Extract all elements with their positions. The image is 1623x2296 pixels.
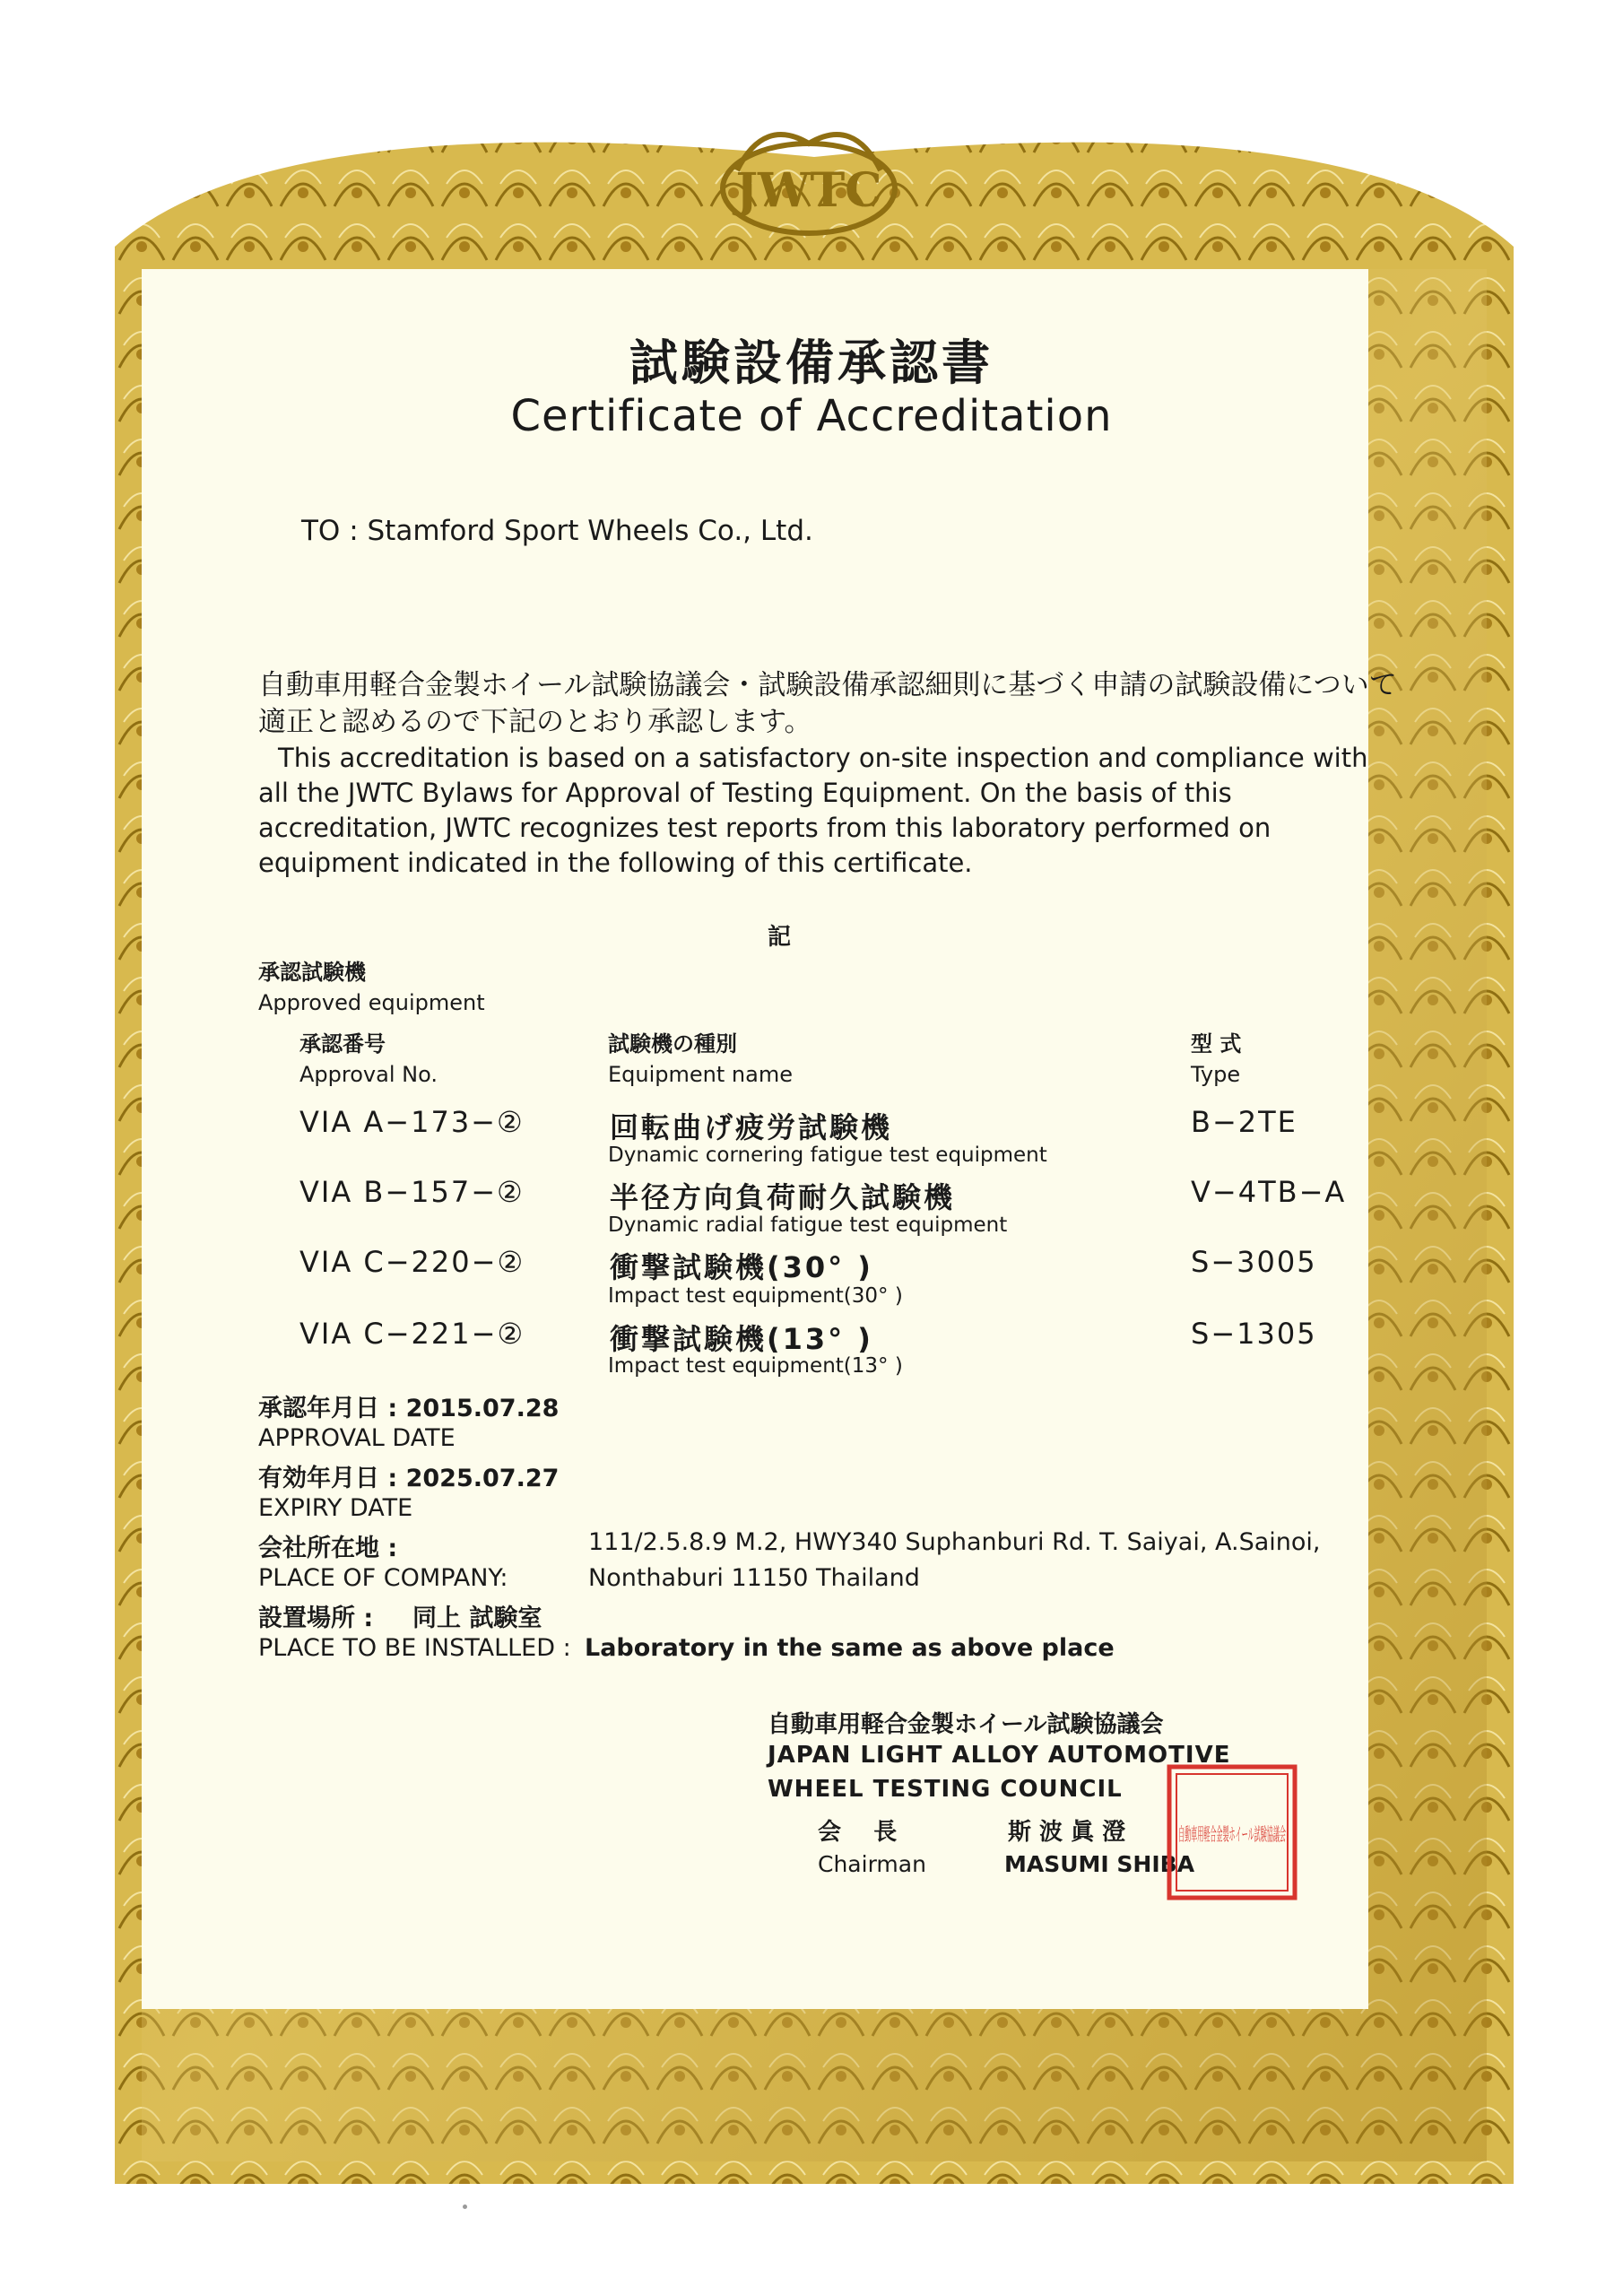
equipment-row-name-en: Dynamic radial fatigue test equipment [608, 1213, 1008, 1237]
equipment-row-name-en: Impact test equipment(30° ) [608, 1284, 903, 1308]
equipment-row-name-jp: 衝撃試験機(30° ) [610, 1250, 873, 1284]
ki-mark: 記 [768, 924, 792, 951]
equipment-row-type: V−4TB−A [1191, 1175, 1347, 1209]
company-address-line2: Nonthaburi 11150 Thailand [588, 1564, 920, 1592]
header-approval-no-jp: 承認番号 [299, 1031, 386, 1057]
intro-japanese: 自動車用軽合金製ホイール試験協議会・試験設備承認細則に基づく申請の試験設備について適正と認めるので下記のとおり承認します。 [258, 669, 1397, 738]
chairman-title-en: Chairman [818, 1851, 926, 1877]
expiry-date-jp: 有効年月日 : 2025.07.27 [258, 1465, 560, 1492]
installed-value-jp: 同上 試験室 [412, 1605, 542, 1632]
installed-value-en: Laboratory in the same as above place [585, 1634, 1115, 1662]
issuer-org-jp: 自動車用軽合金製ホイール試験協議会 [768, 1711, 1164, 1738]
equipment-row-approval-no: VIA A−173−② [299, 1105, 525, 1139]
chairman-title-jp: 会 長 [818, 1819, 898, 1846]
company-label-en: PLACE OF COMPANY: [258, 1564, 508, 1592]
equipment-row-approval-no: VIA C−221−② [299, 1317, 525, 1351]
official-seal [1166, 1763, 1298, 1901]
equipment-row-approval-no: VIA C−220−② [299, 1245, 525, 1279]
equipment-row-type: S−1305 [1191, 1317, 1317, 1351]
issuer-org-en-line2: WHEEL TESTING COUNCIL [768, 1776, 1123, 1803]
equipment-row-name-jp: 回転曲げ疲労試験機 [610, 1110, 893, 1144]
company-label-jp: 会社所在地 : [258, 1535, 398, 1562]
chairman-name-en: MASUMI SHIBA [1004, 1851, 1195, 1877]
equipment-row-approval-no: VIA B−157−② [299, 1175, 525, 1209]
approval-date-jp: 承認年月日 : 2015.07.28 [258, 1395, 560, 1422]
installed-label-en: PLACE TO BE INSTALLED : [258, 1634, 571, 1662]
approved-equipment-label-jp: 承認試験機 [258, 960, 366, 985]
title-english: Certificate of Accreditation [510, 391, 1113, 441]
installed-label-jp: 設置場所 : [258, 1605, 374, 1632]
equipment-row-name-en: Dynamic cornering fatigue test equipment [608, 1144, 1047, 1167]
recipient: TO : Stamford Sport Wheels Co., Ltd. [301, 515, 813, 547]
header-type-jp: 型 式 [1191, 1031, 1242, 1057]
header-equipment-name-en: Equipment name [608, 1062, 793, 1087]
seal-text: 自動車用軽合金製ホイール試験協議会 [1178, 1823, 1286, 1845]
scan-speck [463, 2205, 467, 2209]
jwtc-logo [710, 117, 907, 242]
chairman-name-jp: 斯 波 眞 澄 [1008, 1819, 1126, 1846]
jwtc-logo-text: JWTC [735, 163, 882, 218]
header-equipment-name-jp: 試験機の種別 [608, 1031, 737, 1057]
title-japanese: 試験設備承認書 [629, 335, 994, 391]
equipment-row-name-jp: 衝撃試験機(13° ) [610, 1322, 873, 1356]
company-address-line1: 111/2.5.8.9 M.2, HWY340 Suphanburi Rd. T. Saiyai, A.Sainoi, [588, 1528, 1321, 1556]
header-approval-no-en: Approval No. [299, 1062, 438, 1087]
approved-equipment-label-en: Approved equipment [258, 990, 485, 1015]
header-type-en: Type [1191, 1062, 1241, 1087]
expiry-date-en: EXPIRY DATE [258, 1494, 413, 1522]
equipment-row-type: B−2TE [1191, 1105, 1298, 1139]
intro-english: This accreditation is based on a satisfactory on-site inspection and compliance with all the JWTC Bylaws for Approval of Testing Equipment. On the basis of this accreditation, JWTC recognizes test reports from this laboratory performed on equipment indicated in the following of this certificate. [258, 743, 1368, 878]
equipment-row-name-jp: 半径方向負荷耐久試験機 [610, 1180, 956, 1214]
equipment-row-type: S−3005 [1191, 1245, 1317, 1279]
approval-date-en: APPROVAL DATE [258, 1424, 456, 1452]
issuer-org-en-line1: JAPAN LIGHT ALLOY AUTOMOTIVE [768, 1742, 1231, 1769]
equipment-row-name-en: Impact test equipment(13° ) [608, 1354, 903, 1378]
